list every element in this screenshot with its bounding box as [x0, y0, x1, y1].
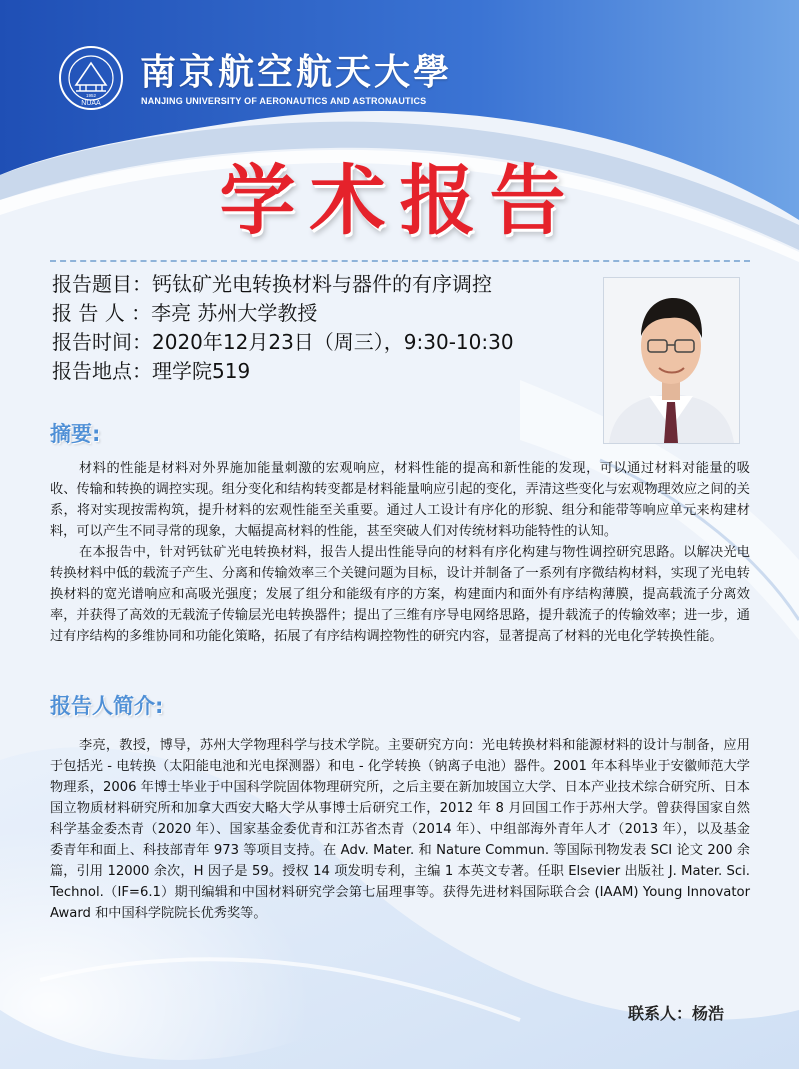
speaker-row: [52, 299, 514, 328]
divider: [50, 260, 750, 262]
page-title: 学术报告: [219, 156, 580, 245]
abstract-paragraph-2: 在本报告中，针对钙钛矿光电转换材料，报告人提出性能导向的材料有序化构建与物性调控研究思路。以解决光电转换材料中低的载流子产生、分离和传输效率三个关键问题为目标，设计并制备了一系列有序微结构材料，实现了光电转换材料的宽光谱响应和高吸光强度；发展了组分和能级有序的方案，构建面内和面外有序结构薄膜，提高载流子分离效率，并获得了高效的无载流子传输层光电转换器件；提出了三维有序导电网络思路，提升载流子的传输效率；进一步，通过有序结构的多维协同和功能化策略，拓展了有序结构调控物性的研究内容，显著提高了材料的光电化学转换性能。: [50, 545, 750, 644]
topic-label: 报告题目：: [52, 272, 152, 296]
university-name-cn: 南京航空航天大學: [140, 51, 453, 93]
abstract-heading: 摘要:: [50, 422, 101, 446]
logo-year-text: 1952: [85, 93, 97, 98]
speaker-photo: [603, 277, 740, 444]
time-row: [52, 328, 514, 357]
bio-body: [50, 735, 750, 924]
speaker-value: 李亮 苏州大学教授: [151, 301, 318, 325]
university-logo: [58, 45, 124, 111]
topic-value: 钙钛矿光电转换材料与器件的有序调控: [152, 272, 492, 296]
bio-paragraph: 李亮，教授，博导，苏州大学物理科学与技术学院。主要研究方向：光电转换材料和能源材料的设计与制备，应用于包括光 - 电转换（太阳能电池和光电探测器）和电 - 化学转换（钠离子电池）器件。2001 年本科毕业于安徽师范大学物理系，2006 年博士毕业于中国科学院固体物理研究所，之后主要在新加坡国立大学、日本产业技术综合研究所、日本国立物质材料研究所和加拿大西安大略大学从事博士后研究工作，2012 年 8 月回国工作于苏州大学。曾获得国家自然科学基金委杰青（2020 年）、国家基金委优青和江苏省杰青（2014 年）、中组部海外青年人才（2013 年），以及基金委青年和面上、科技部青年 973 等项目支持。在 Adv. Mater. 和 Nature Commun. 等国际刊物发表 SCI 论文 200 余篇，引用 12000 余次，H 因子是 59。授权 14 项发明专利，主编 1 本英文专著。任职 Elsevier 出版社 J. Mater. Sci. Technol.（IF=6.1）期刊编辑和中国材料研究学会第七届理事等。获得先进材料国际联合会 (IAAM) Young Innovator Award 和中国科学院院长优秀奖等。: [50, 738, 750, 921]
university-name-en: NANJING UNIVERSITY OF AERONAUTICS AND ASTRONAUTICS: [141, 96, 427, 106]
abstract-paragraph-1: 材料的性能是材料对外界施加能量刺激的宏观响应，材料性能的提高和新性能的发现，可以通过材料对能量的吸收、传输和转换的调控实现。组分变化和结构转变都是材料能量响应引起的变化，弄清这些变化与宏观物理效应之间的关系，将对实现按需构筑，提升材料的宏观性能至关重要。通过人工设计有序化的形貌、组分和能带等响应单元来构建材料，可以产生不同寻常的现象，大幅提高材料的性能，甚至突破人们对传统材料功能特性的认知。: [50, 461, 750, 539]
place-row: [52, 357, 514, 386]
abstract-body: [50, 458, 750, 647]
report-info: [52, 270, 514, 386]
contact-person: 联系人：杨浩: [628, 1004, 725, 1023]
logo-nuaa-text: NUAA: [81, 100, 101, 107]
bio-heading: 报告人简介:: [50, 694, 164, 718]
speaker-label: 报 告 人 ：: [52, 301, 152, 325]
time-label: 报告时间：: [52, 330, 152, 354]
topic-row: [52, 270, 514, 299]
place-value: 理学院519: [152, 359, 251, 383]
time-value: 2020年12月23日（周三），9:30-10:30: [152, 330, 514, 354]
place-label: 报告地点：: [52, 359, 152, 383]
